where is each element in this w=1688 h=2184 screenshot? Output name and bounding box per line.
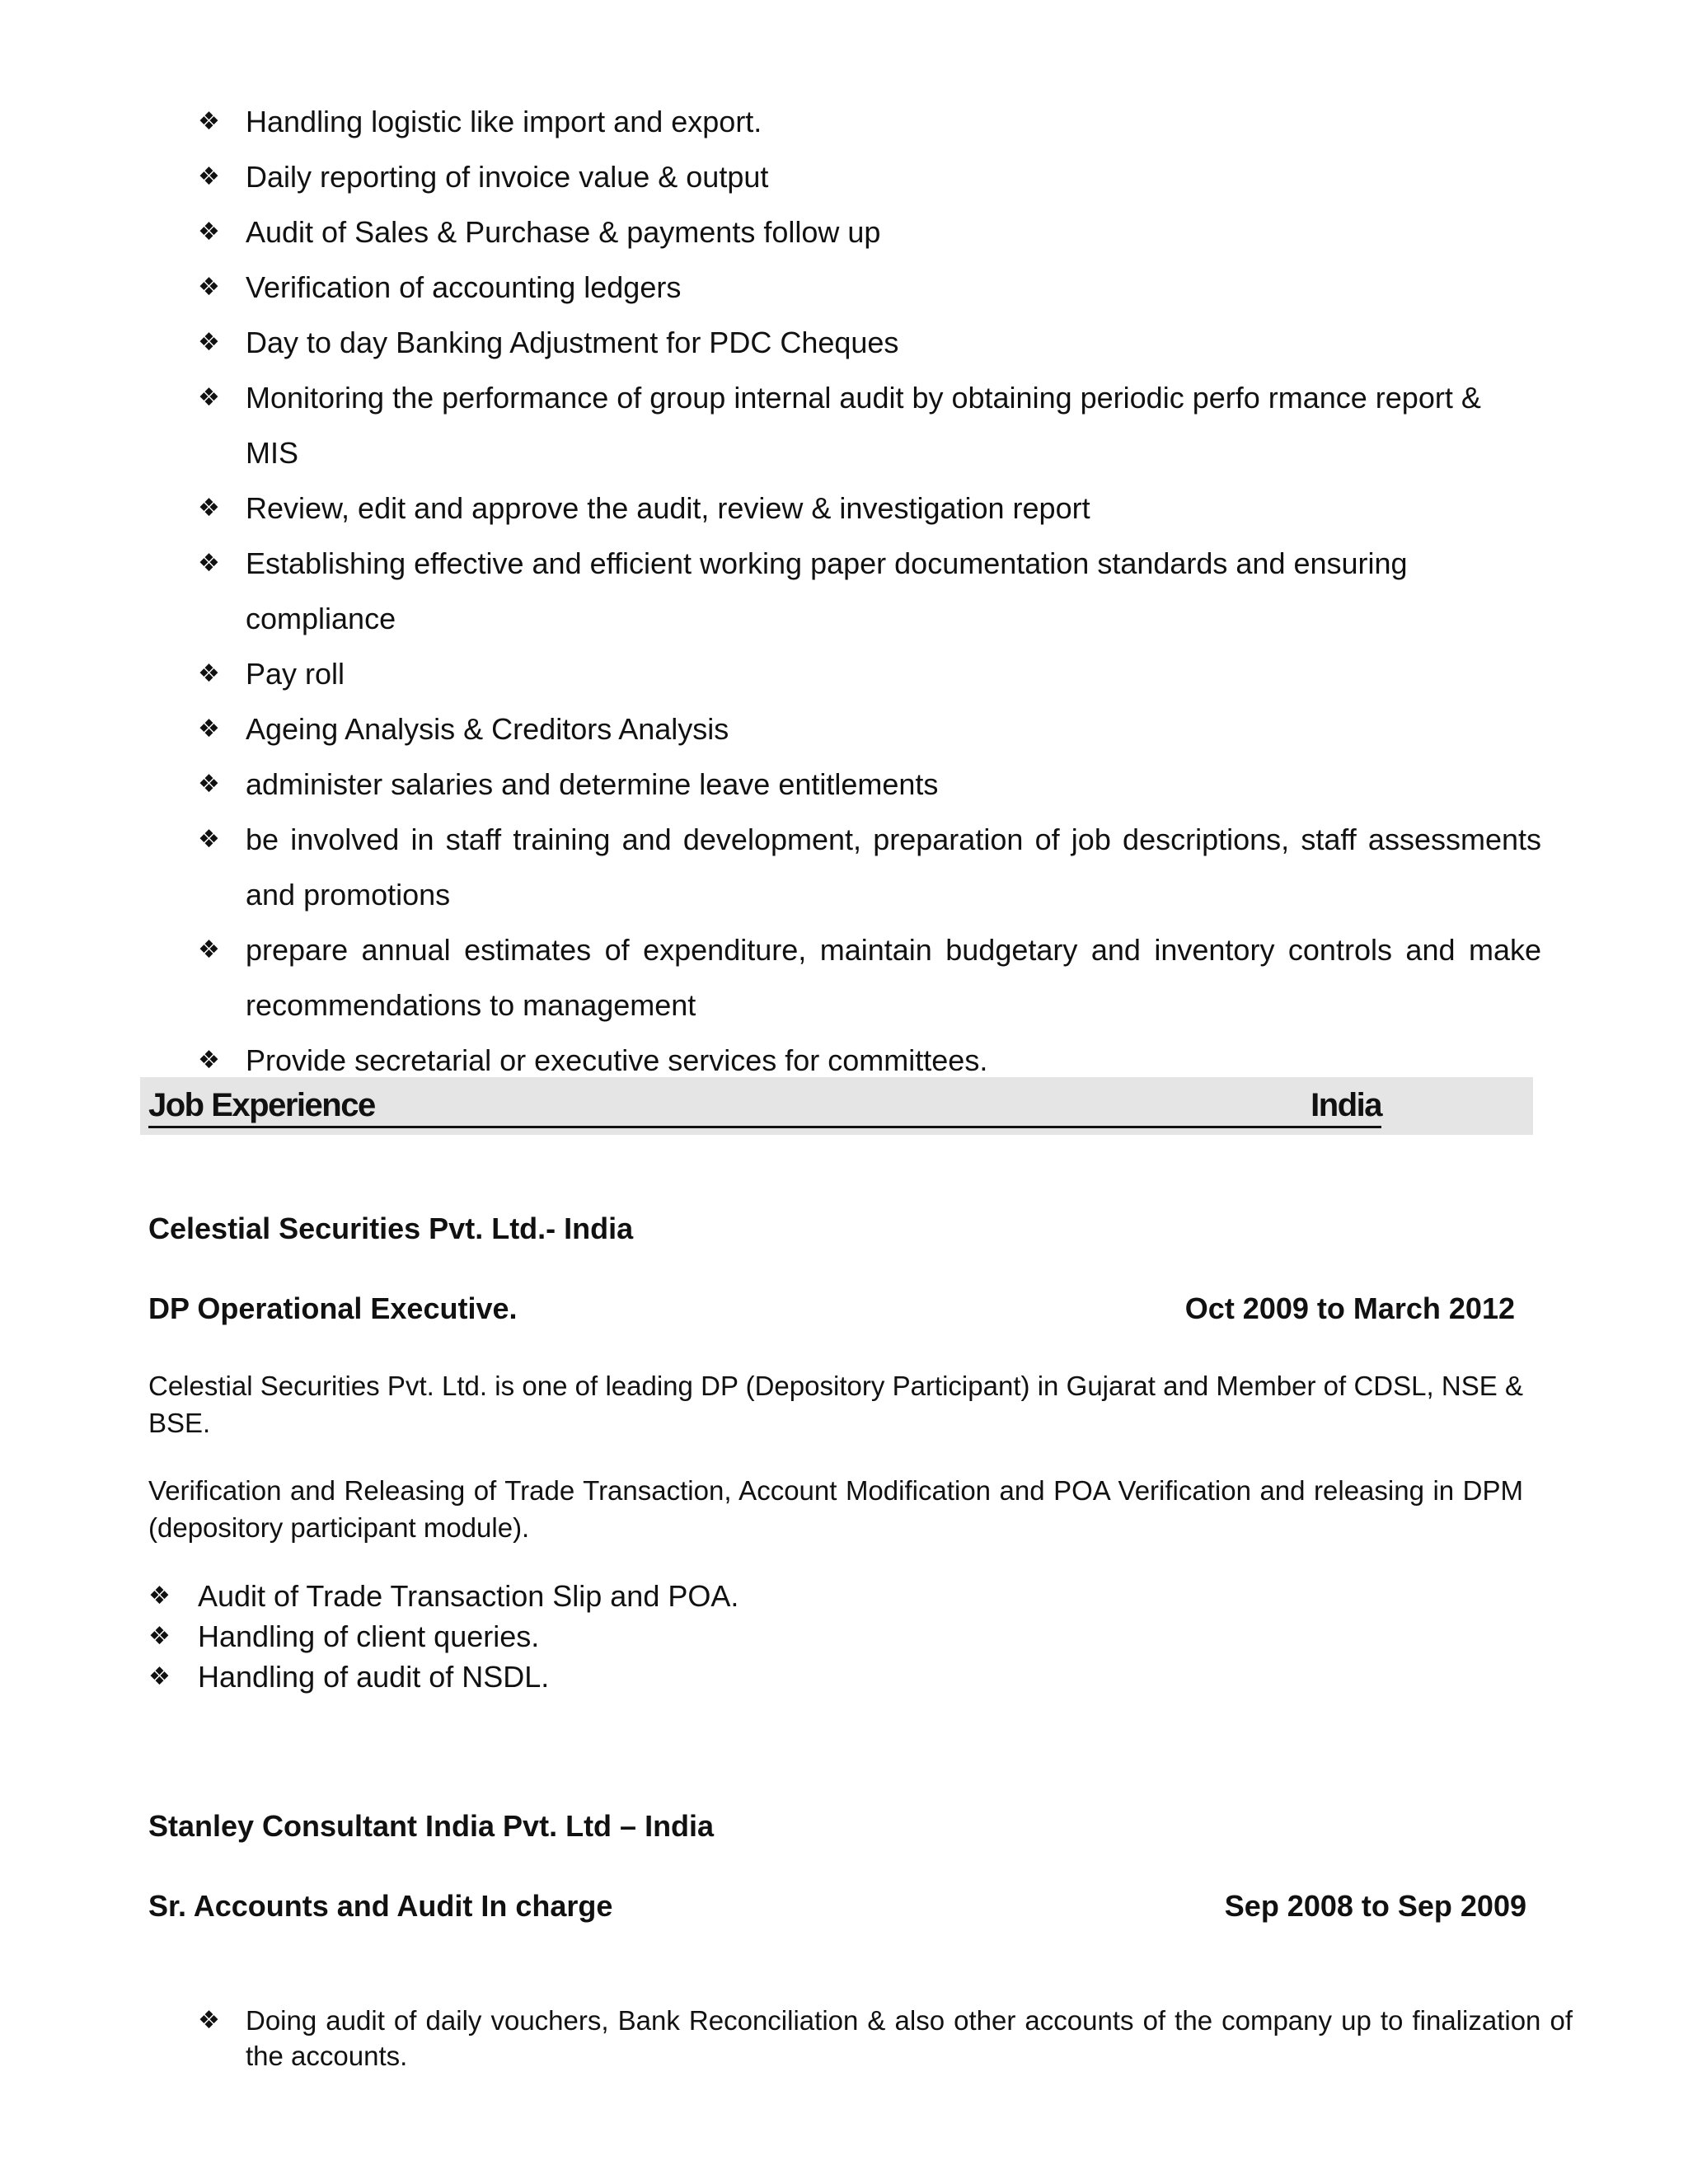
list-item: ❖ Doing audit of daily vouchers, Bank Reconciliation & also other accounts of the company up to finalization of the accounts. <box>198 2003 1573 2074</box>
list-item: ❖ Review, edit and approve the audit, review & investigation report <box>198 480 1541 536</box>
job2-dates: Sep 2008 to Sep 2009 <box>1224 1889 1526 1923</box>
list-item: ❖ administer salaries and determine leave entitlements <box>198 757 1541 812</box>
job1-dates: Oct 2009 to March 2012 <box>1184 1291 1515 1325</box>
diamond-bullet-icon: ❖ <box>198 328 220 357</box>
diamond-bullet-icon: ❖ <box>198 162 220 191</box>
job1-bullet-list <box>148 1576 738 1697</box>
list-item: ❖ be involved in staff training and development, preparation of job descriptions, staff assessments and promotions <box>198 812 1541 922</box>
diamond-bullet-icon: ❖ <box>198 935 220 964</box>
diamond-bullet-icon: ❖ <box>148 1662 171 1691</box>
diamond-bullet-icon: ❖ <box>198 273 220 302</box>
list-item: ❖ Handling of client queries. <box>148 1616 738 1657</box>
diamond-bullet-icon: ❖ <box>198 494 220 523</box>
list-item: ❖ Ageing Analysis & Creditors Analysis <box>198 701 1541 757</box>
diamond-bullet-icon: ❖ <box>198 715 220 743</box>
diamond-bullet-icon: ❖ <box>148 1622 171 1651</box>
list-item: ❖ Audit of Sales & Purchase & payments follow up <box>198 204 1541 260</box>
list-item: ❖ Provide secretarial or executive services for committees. <box>198 1033 1541 1088</box>
section-title <box>148 1085 1381 1128</box>
list-item: ❖ Day to day Banking Adjustment for PDC Cheques <box>198 315 1541 370</box>
diamond-bullet-icon: ❖ <box>198 659 220 688</box>
job2-role: Sr. Accounts and Audit In charge <box>148 1889 613 1923</box>
diamond-bullet-icon: ❖ <box>198 218 220 246</box>
diamond-bullet-icon: ❖ <box>198 383 220 412</box>
diamond-bullet-icon: ❖ <box>198 1046 220 1075</box>
list-item: ❖ Handling of audit of NSDL. <box>148 1657 738 1697</box>
list-item: ❖ Pay roll <box>198 646 1541 701</box>
section-location: India <box>1311 1087 1381 1123</box>
job1-duties: Verification and Releasing of Trade Transaction, Account Modification and POA Verification and releasing in DPM (depository participant module). <box>148 1475 1523 1543</box>
job1-description: Celestial Securities Pvt. Ltd. is one of leading DP (Depository Participant) in Gujarat and Member of CDSL, NSE & BSE. <box>148 1371 1523 1438</box>
list-item: ❖ Monitoring the performance of group internal audit by obtaining periodic perfo rmance report & MIS <box>198 370 1541 480</box>
diamond-bullet-icon: ❖ <box>198 770 220 799</box>
list-item: ❖ Handling logistic like import and export. <box>198 94 1541 149</box>
list-item: ❖ Audit of Trade Transaction Slip and POA. <box>148 1576 738 1616</box>
responsibilities-list <box>198 94 1541 1088</box>
list-item: ❖ Verification of accounting ledgers <box>198 260 1541 315</box>
list-item: ❖ Daily reporting of invoice value & output <box>198 149 1541 204</box>
job1-company: Celestial Securities Pvt. Ltd.- India <box>148 1212 634 1245</box>
diamond-bullet-icon: ❖ <box>198 107 220 136</box>
diamond-bullet-icon: ❖ <box>198 549 220 578</box>
list-item: ❖ prepare annual estimates of expenditure, maintain budgetary and inventory controls and make recommendations to management <box>198 922 1541 1033</box>
diamond-bullet-icon: ❖ <box>198 825 220 854</box>
list-item: ❖ Establishing effective and efficient working paper documentation standards and ensuring compliance <box>198 536 1541 646</box>
job1-role: DP Operational Executive. <box>148 1291 518 1325</box>
diamond-bullet-icon: ❖ <box>198 2006 220 2035</box>
diamond-bullet-icon: ❖ <box>148 1582 171 1610</box>
section-title-label: Job Experience <box>148 1087 375 1123</box>
job2-company: Stanley Consultant India Pvt. Ltd – India <box>148 1809 715 1843</box>
